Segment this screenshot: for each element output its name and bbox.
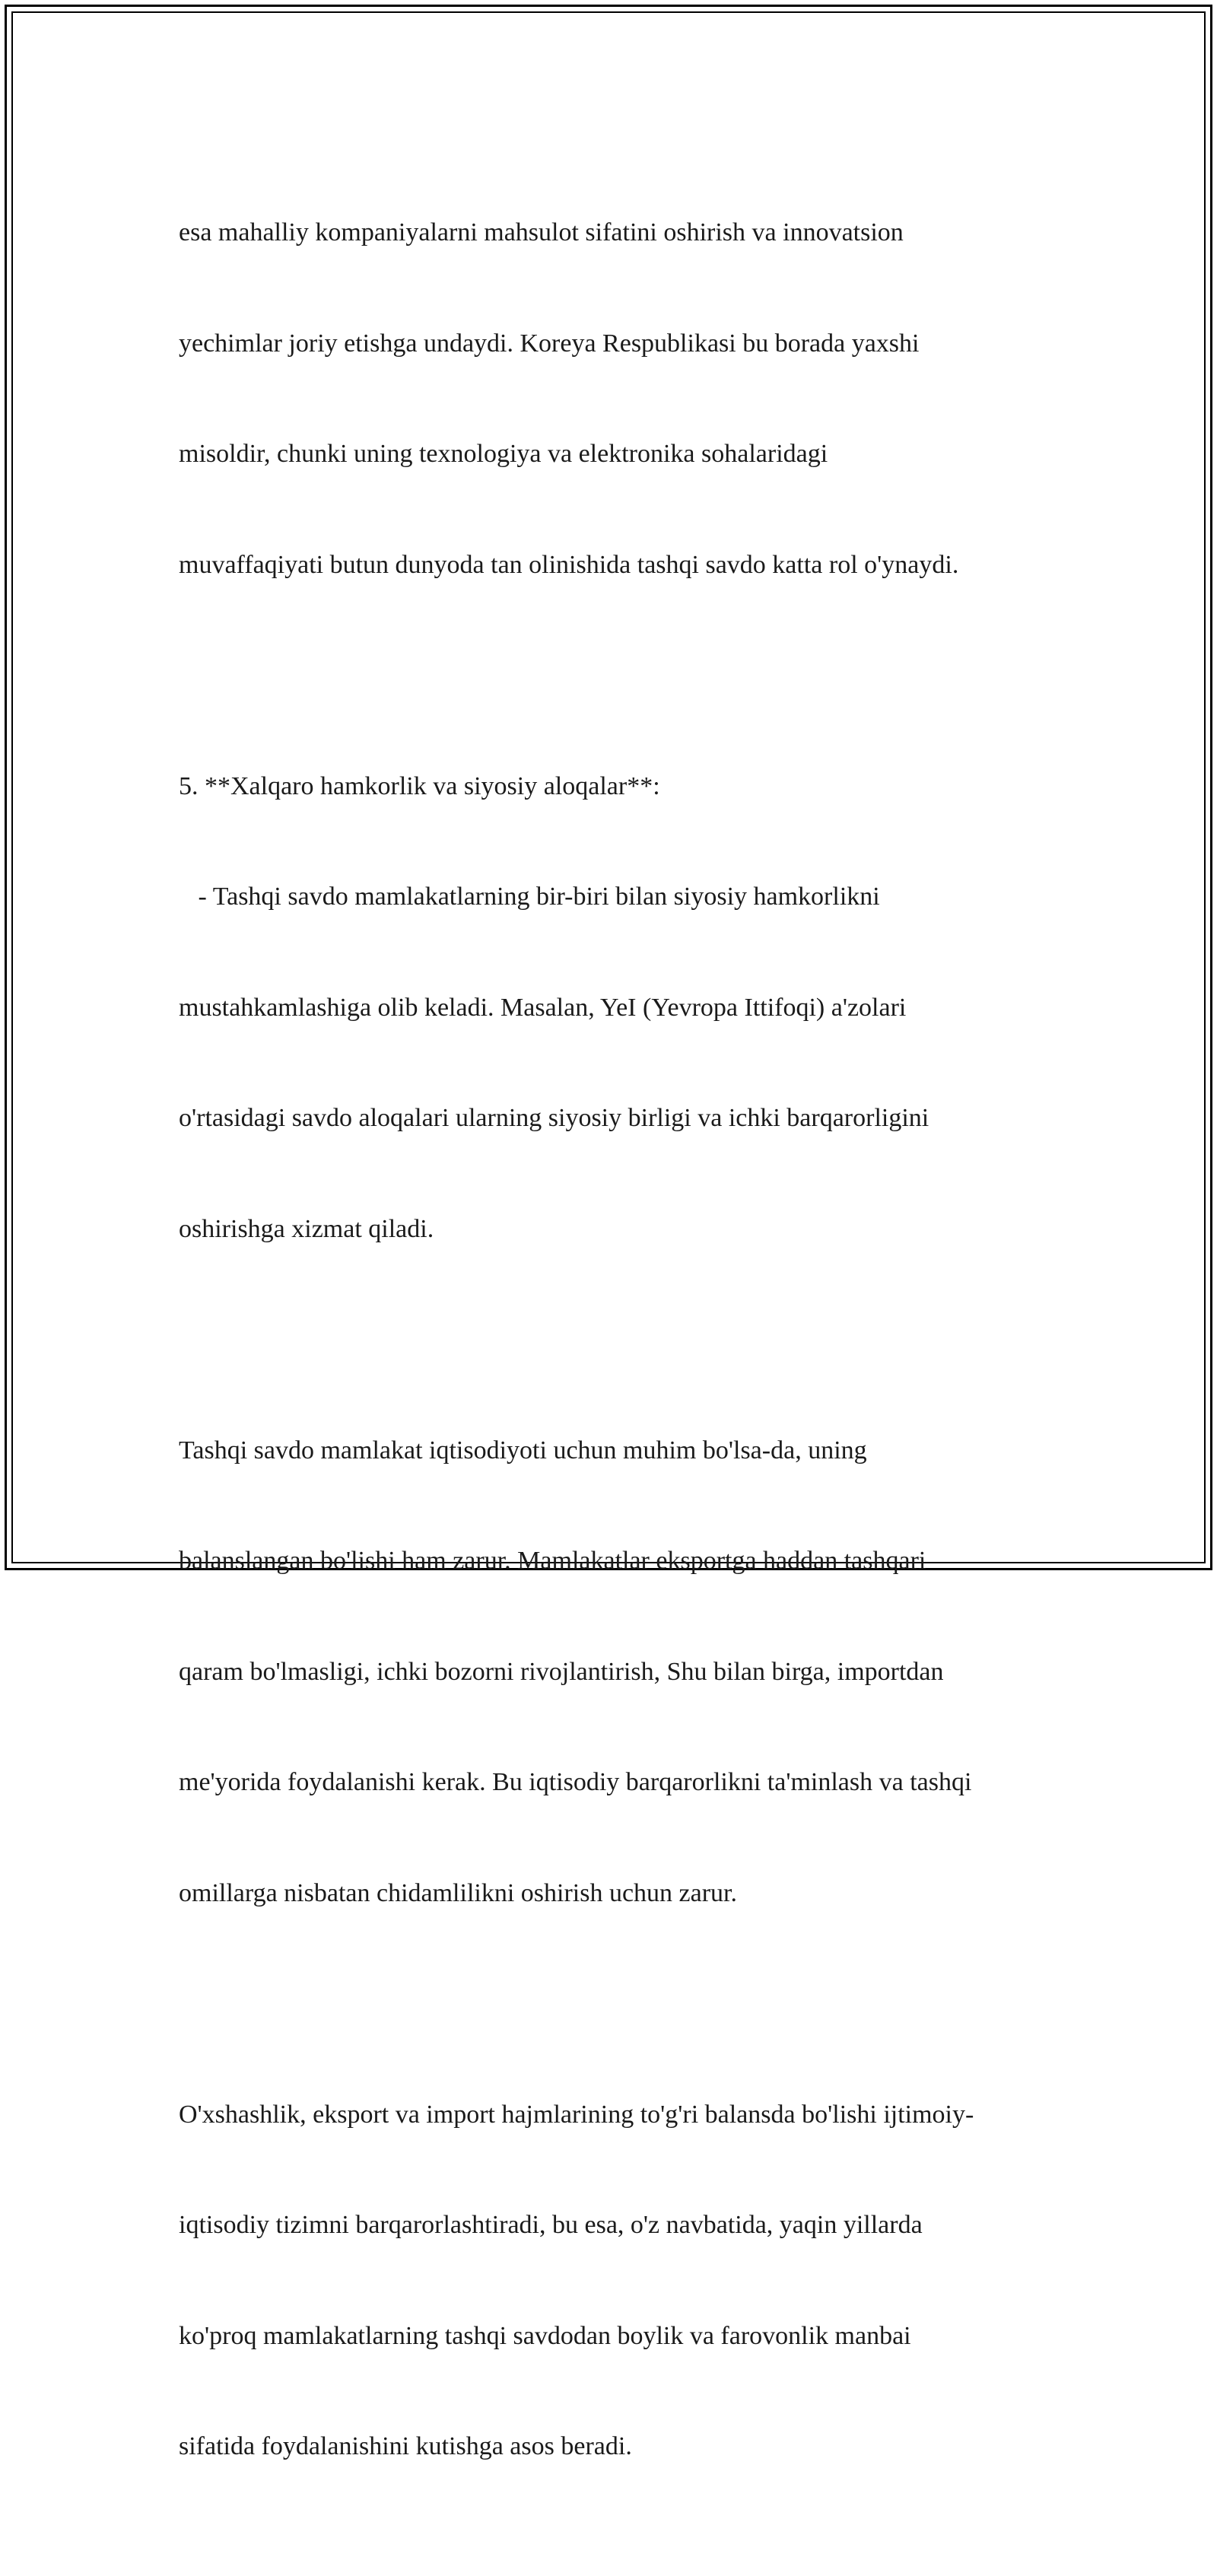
text-line: misoldir, chunki uning texnologiya va elektronika sohalaridagi bbox=[179, 440, 828, 468]
document-body bbox=[179, 141, 1053, 2576]
text-line: esa mahalliy kompaniyalarni mahsulot sifatini oshirish va innovatsion bbox=[179, 218, 904, 246]
text-line: balanslangan bo'lishi ham zarur. Mamlakatlar eksportga haddan tashqari bbox=[179, 1547, 926, 1575]
text-line: ko'proq mamlakatlarning tashqi savdodan boylik va farovonlik manbai bbox=[179, 2321, 911, 2350]
paragraph-1 bbox=[179, 141, 1053, 657]
text-line: sifatida foydalanishini kutishga asos beradi. bbox=[179, 2432, 632, 2460]
text-line: Tashqi savdo mamlakat iqtisodiyoti uchun muhim bo'lsa-da, uning bbox=[179, 1436, 867, 1465]
text-line: iqtisodiy tizimni barqarorlashtiradi, bu esa, o'z navbatida, yaqin yillarda bbox=[179, 2211, 923, 2239]
paragraph-2 bbox=[179, 695, 1053, 1322]
list-heading: 5. **Xalqaro hamkorlik va siyosiy aloqalar**: bbox=[179, 771, 660, 800]
text-line: - Tashqi savdo mamlakatlarning bir-biri bilan siyosiy hamkorlikni bbox=[179, 883, 880, 911]
text-line: me'yorida foydalanishi kerak. Bu iqtisodiy barqarorlikni ta'minlash va tashqi bbox=[179, 1768, 972, 1796]
text-line: muvaffaqiyati butun dunyoda tan olinishida tashqi savdo katta rol o'ynaydi. bbox=[179, 550, 959, 579]
text-line: oshirishga xizmat qiladi. bbox=[179, 1214, 434, 1243]
text-line: O'xshashlik, eksport va import hajmlarining to'g'ri balansda bo'lishi ijtimoiy- bbox=[179, 2100, 974, 2129]
text-line: omillarga nisbatan chidamlilikni oshirish uchun zarur. bbox=[179, 1878, 738, 1907]
paragraph-4 bbox=[179, 2023, 1053, 2539]
text-line: mustahkamlashiga olib keladi. Masalan, YeI (Yevropa Ittifoqi) a'zolari bbox=[179, 993, 907, 1022]
text-line: o'rtasidagi savdo aloqalari ularning siyosiy birligi va ichki barqarorligini bbox=[179, 1104, 929, 1132]
paragraph-3 bbox=[179, 1359, 1053, 1986]
text-line: qaram bo'lmasligi, ichki bozorni rivojlantirish, Shu bilan birga, importdan bbox=[179, 1657, 944, 1686]
text-line: yechimlar joriy etishga undaydi. Koreya Respublikasi bu borada yaxshi bbox=[179, 329, 920, 358]
